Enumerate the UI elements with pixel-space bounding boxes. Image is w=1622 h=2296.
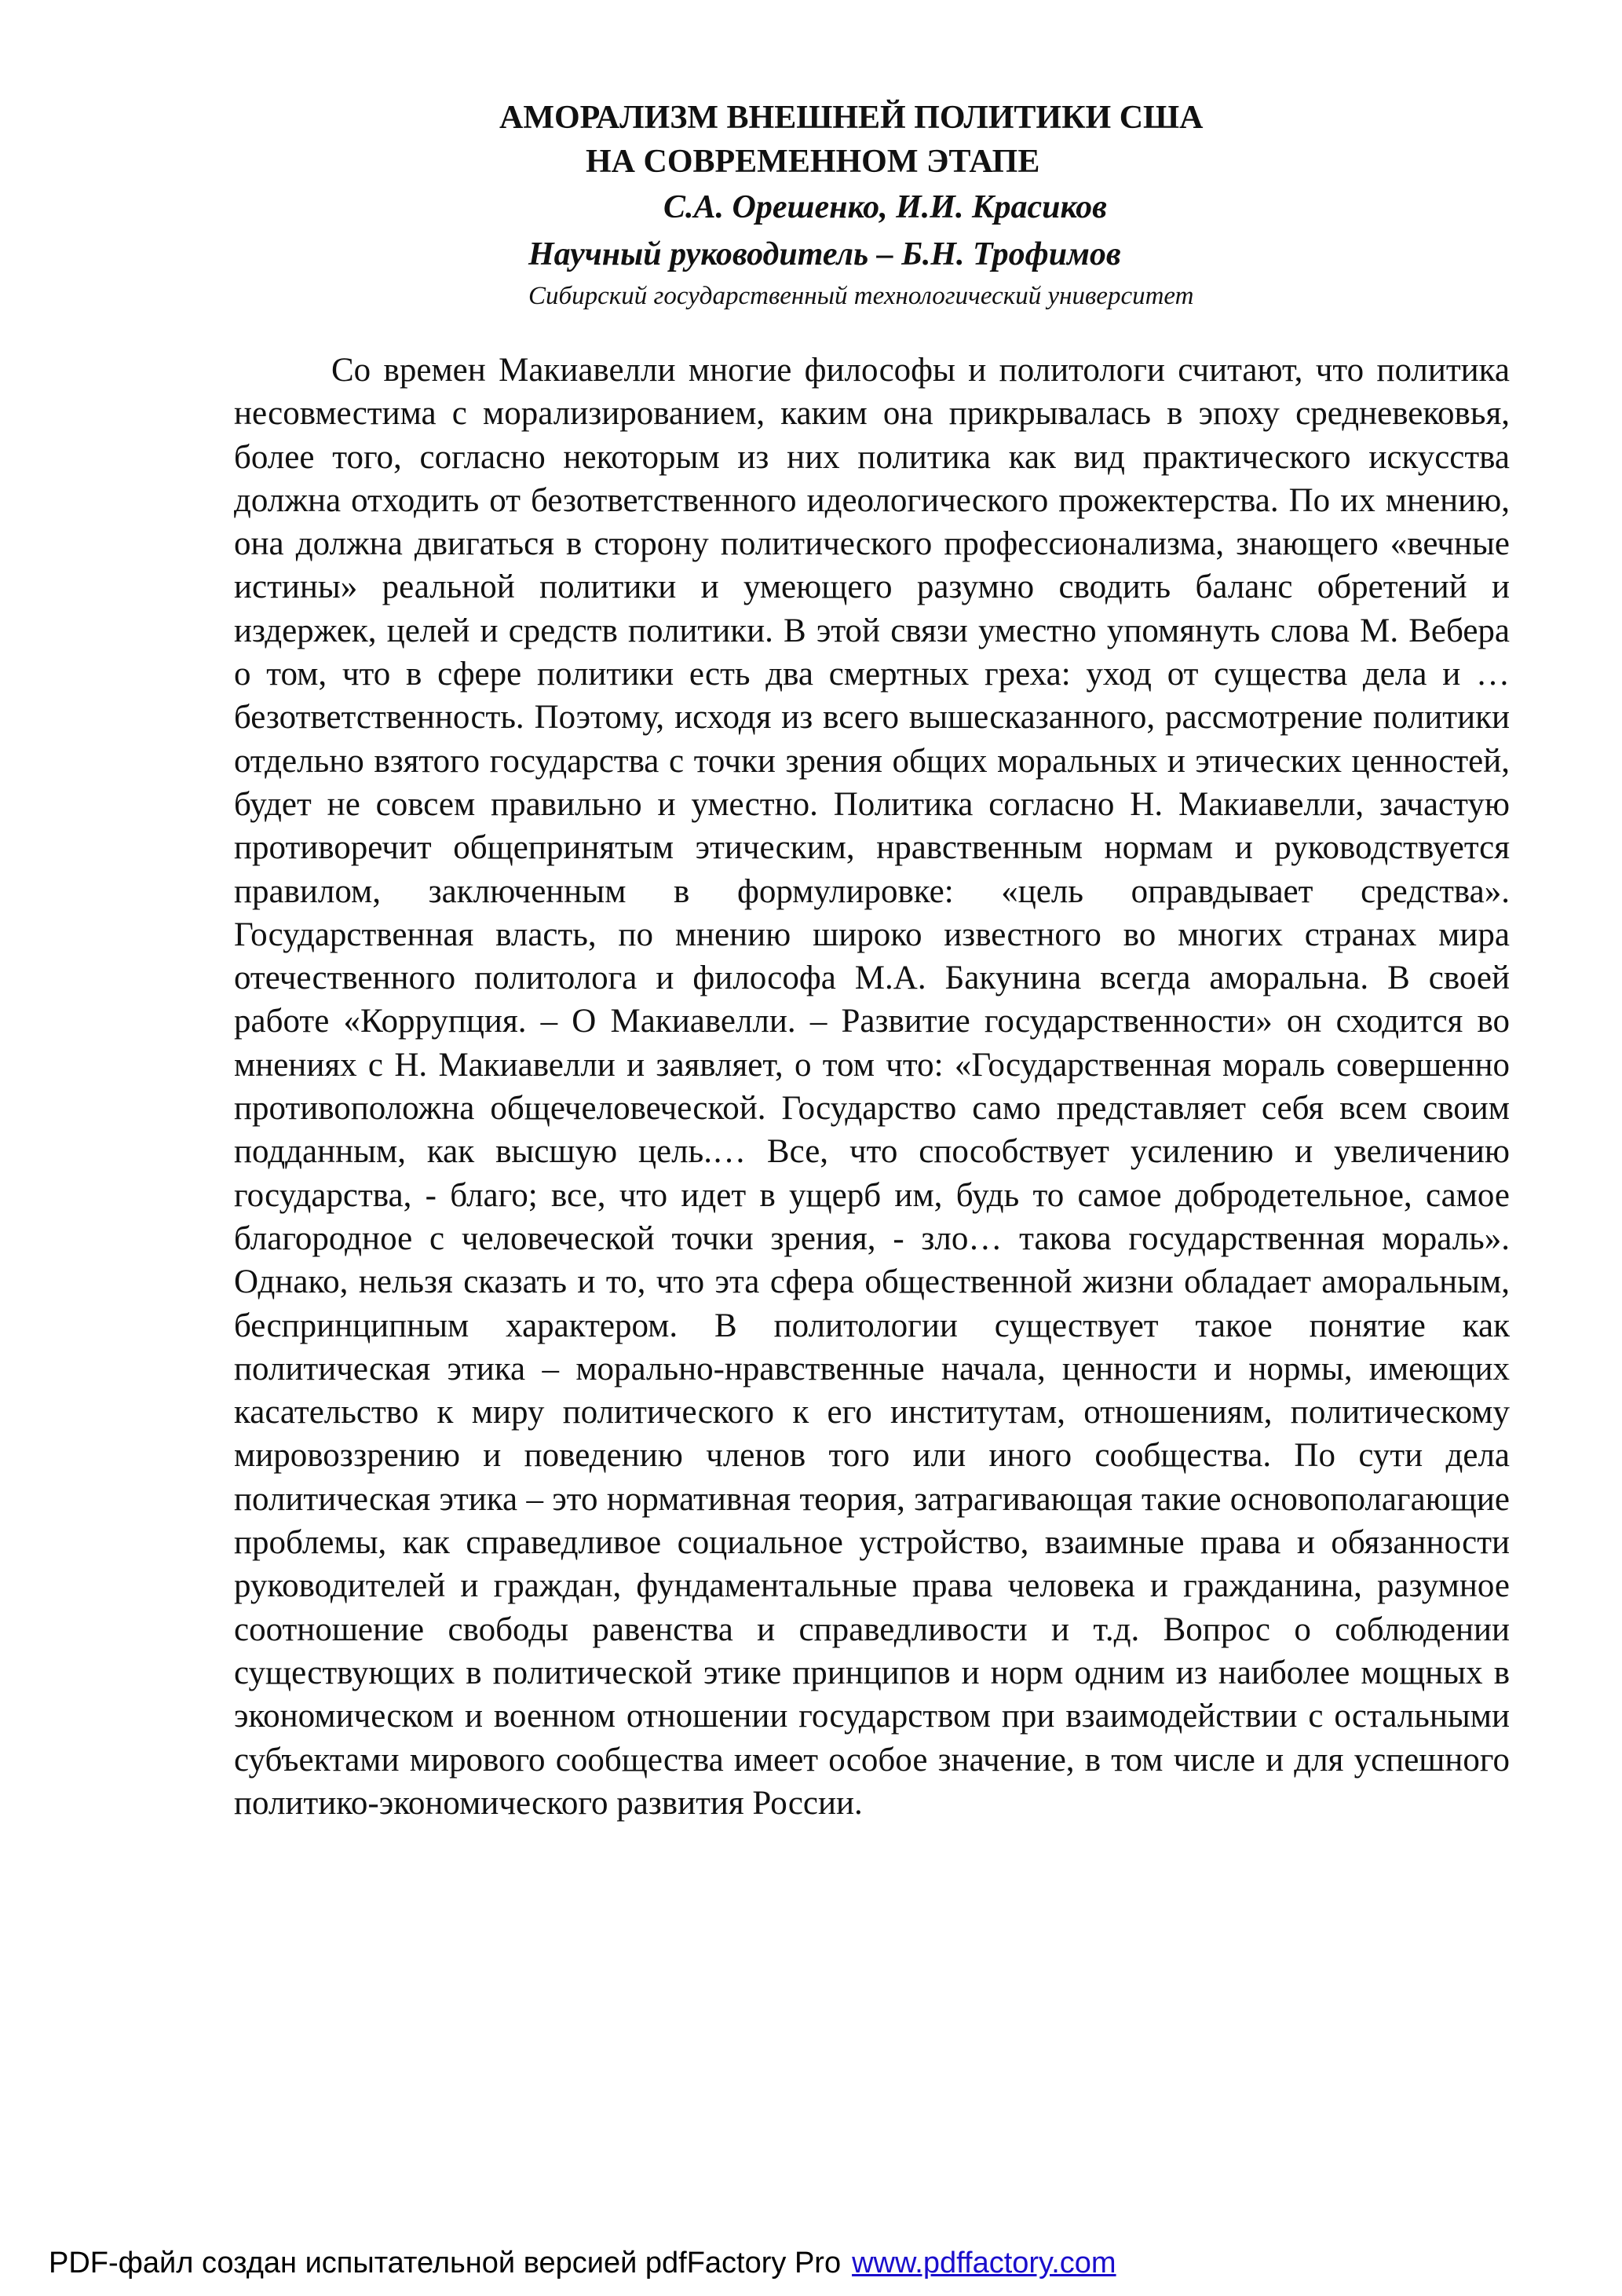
body-paragraph: Со времен Макиавелли многие философы и политологи считают, что политика несовместима с морализированием, каким она прикрывалась в эпоху средневековья, более того, согласно некоторым из них политика как вид практического искусства должна отходить от безответственного идеологического прожектерства. По их мнению, она должна двигаться в сторону политического профессионализма, знающего «вечные истины» реальной политики и умеющего разумно сводить баланс обретений и издержек, целей и средств политики. В этой связи уместно упомянуть слова М. Вебера о том, что в сфере политики есть два смертных греха: уход от существа дела и … безответственность. Поэтому, исходя из всего вышесказанного, рассмотрение политики отдельно взятого государства с точки зрения общих моральных и этических ценностей, будет не совсем правильно и уместно. Политика согласно Н. Макиавелли, зачастую противоречит общепринятым этическим, нравственным нормам и руководствуется правилом, заключенным в формулировке: «цель оправдывает средства». Государственная власть, по мнению широко известного во многих странах мира отечественного политолога и философа М.А. Бакунина всегда аморальна. В своей работе «Коррупция. – О Макиавелли. – Развитие государственности» он сходится во мнениях с Н. Макиавелли и заявляет, о том что: «Государственная мораль совершенно противоположна общечеловеческой. Государство само представляет себя всем своим подданным, как высшую цель.… Все, что способствует усилению и увеличению государства, - благо; все, что идет в ущерб им, будь то самое добродетельное, самое благородное с человеческой точки зрения, - зло… такова государственная мораль». Однако, нельзя сказать и то, что эта сфера общественной жизни обладает аморальным, беспринципным характером. В политологии существует такое понятие как политическая этика – морально-нравственные начала, ценности и нормы, имеющих касательство к миру политического к его институтам, отношениям, политическому мировоззрению и поведению членов того или иного сообщества. По сути дела политическая этика – это нормативная теория, затрагивающая такие основополагающие проблемы, как справедливое социальное устройство, взаимные права и обязанности руководителей и граждан, фундаментальные права человека и гражданина, разумное соотношение свободы равенства и справедливости и т.д. Вопрос о соблюдении существующих в политической этике принципов и норм одним из наиболее мощных в экономическом и военном отношении государством при взаимодействии с остальными субъектами мирового сообщества имеет особое значение, в том числе и для успешного политико-экономического развития России. [234,352,1510,1822]
paper-title-line-1: АМОРАЛИЗМ ВНЕШНЕЙ ПОЛИТИКИ США [499,100,1204,136]
paper-header [236,96,1586,314]
paper-advisor: Научный руководитель – Б.Н. Трофимов [528,236,1121,272]
paper-body [234,349,1510,1825]
footer-link[interactable]: www.pdffactory.com [852,2247,1116,2280]
paper-authors: С.А. Орешенко, И.И. Красиков [663,189,1107,225]
paper-affiliation: Сибирский государственный технологический университет [528,282,1194,310]
paper-title-line-2: НА СОВРЕМЕННОМ ЭТАПЕ [586,144,1040,180]
pdf-watermark-footer [49,2244,1116,2282]
footer-text: PDF-файл создан испытательной версией pdfFactory Pro [49,2247,842,2280]
